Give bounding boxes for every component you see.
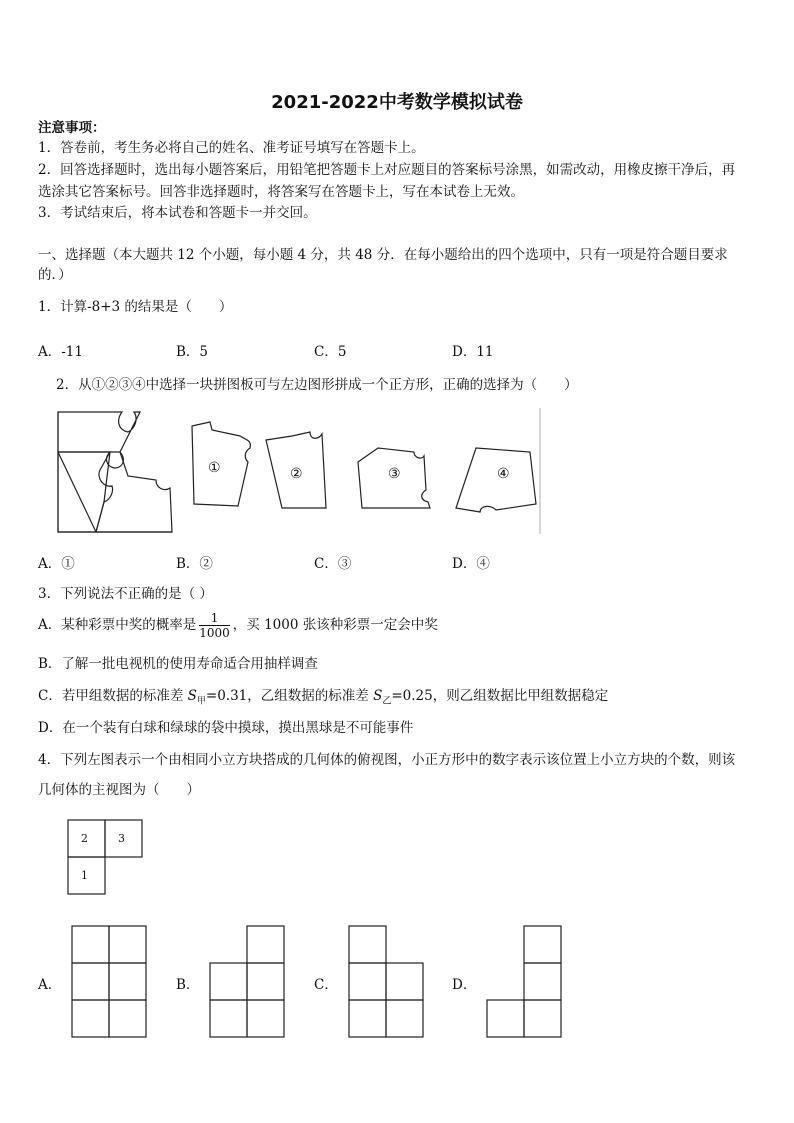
fraction-denominator: 1000 [199,626,230,640]
q2-stem: 2．从①②③④中选择一块拼图板可与左边图形拼成一个正方形，正确的选择为（ ） [56,377,578,393]
subscript: 乙 [382,696,392,707]
grid-number: 1 [81,869,88,882]
grid-number: 3 [118,832,125,845]
q4-option-d[interactable]: D． [452,977,477,993]
symbol-s: S [373,688,383,704]
q2-option-c[interactable]: C．③ [314,556,352,572]
piece-4-label: ④ [497,466,510,482]
q2-option-a[interactable]: A．① [38,556,75,572]
q2-option-b[interactable]: B．② [176,556,213,572]
q3-option-c-tail: =0.25，则乙组数据比甲组数据稳定 [391,688,609,704]
notice-item: 3．考试结束后，将本试卷和答题卡一并交回。 [38,205,317,221]
q2-option-d[interactable]: D．④ [452,556,490,572]
notice-item: 选涂其它答案标号。回答非选择题时，将答案写在答题卡上，写在本试卷上无效。 [38,184,524,200]
q4-option-b[interactable]: B． [176,977,200,993]
section-heading: 一、选择题（本大题共 12 个小题，每小题 4 分，共 48 分．在每小题给出的四个选项中，只有一项是符合题目要求 [38,247,728,263]
symbol-s: S [187,688,197,704]
q3-option-b[interactable]: B．了解一批电视机的使用寿命适合用抽样调查 [38,656,318,672]
q4-stem-cont: 几何体的主视图为（ ） [38,782,200,798]
piece-2-label: ② [290,466,303,482]
q1-option-c[interactable]: C．5 [314,344,347,360]
q4-stem: 4．下列左图表示一个由相同小立方块搭成的几何体的俯视图，小正方形中的数字表示该位置上小立方块的个数，则该 [38,752,736,768]
fraction-numerator: 1 [199,611,230,626]
notice-item: 1．答卷前，考生务必将自己的姓名、准考证号填写在答题卡上。 [38,140,425,156]
q1-stem: 1．计算-8+3 的结果是（ ） [38,299,233,315]
q3-option-d[interactable]: D．在一个装有白球和绿球的袋中摸球，摸出黑球是不可能事件 [38,720,414,736]
q3-option-a-tail: ，买 1000 张该种彩票一定会中奖 [232,617,438,633]
piece-3-label: ③ [388,466,401,482]
q1-option-d[interactable]: D．11 [452,344,494,360]
q4-option-c[interactable]: C． [314,977,338,993]
notice-heading: 注意事项： [38,120,106,136]
piece-1-label: ① [208,460,221,476]
q3-option-a-text: A．某种彩票中奖的概率是 [38,617,197,633]
q3-option-c-mid: =0.31，乙组数据的标准差 [205,688,369,704]
section-heading-cont: 的．） [38,267,72,283]
q3-option-c-text: C．若甲组数据的标准差 [38,688,184,704]
notice-item: 2．回答选择题时，选出每小题答案后，用铅笔把答题卡上对应题目的答案标号涂黑，如需改动，用橡皮擦干净后，再 [38,162,736,178]
q4-option-a[interactable]: A． [38,977,62,993]
q3-stem: 3．下列说法不正确的是（ ） [38,586,213,602]
page-title: 2021-2022中考数学模拟试卷 [271,92,523,113]
subscript: 甲 [196,696,206,707]
q1-option-b[interactable]: B．5 [176,344,209,360]
q1-option-a[interactable]: A．-11 [38,344,83,360]
grid-number: 2 [81,832,88,845]
